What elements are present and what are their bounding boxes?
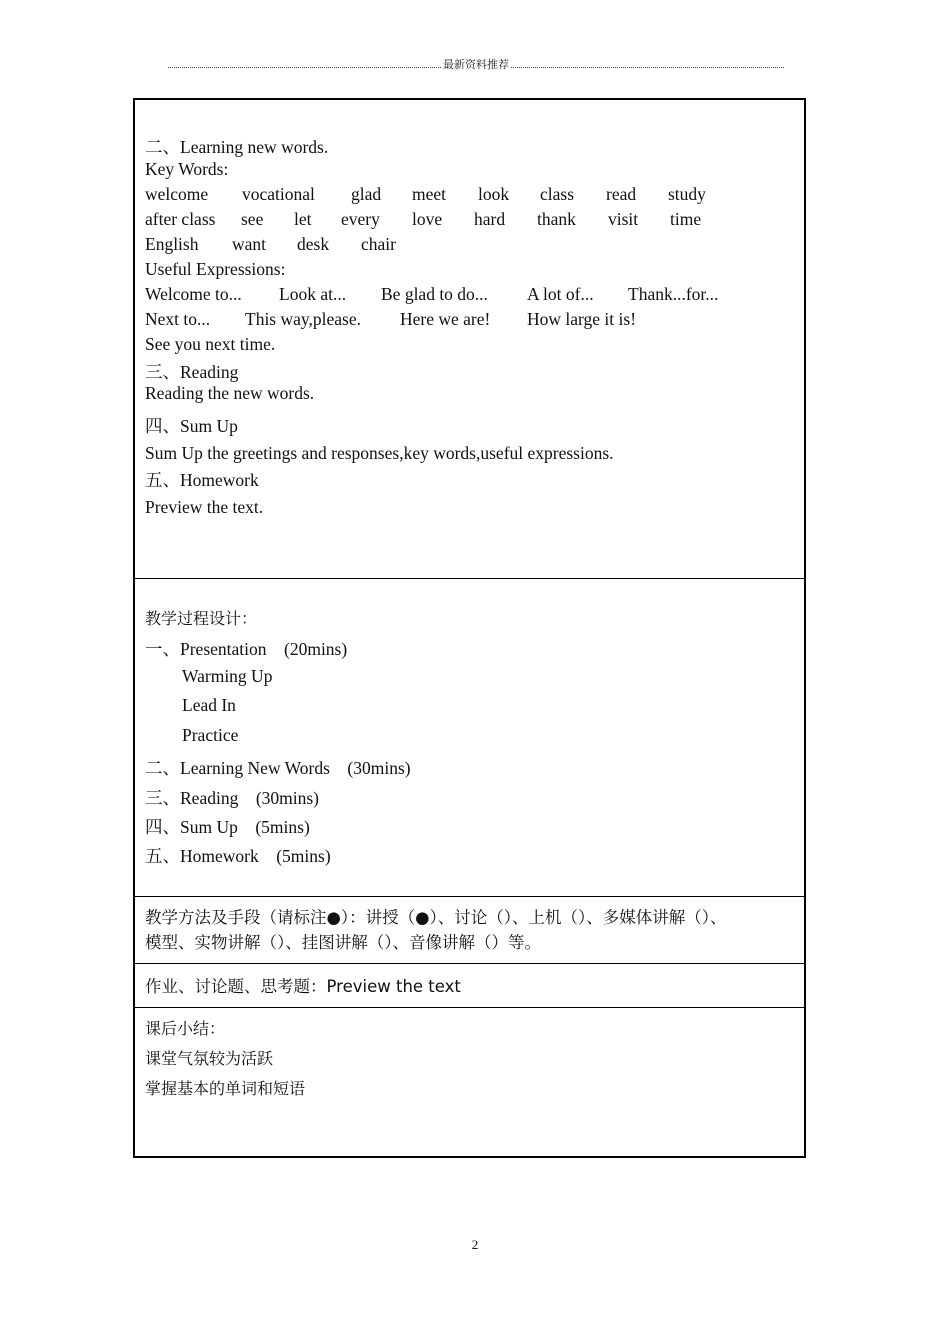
- word: every: [341, 209, 380, 229]
- teaching-methods-line-1: 教学方法及手段（请标注●）：讲授（●）、讨论（）、上机（）、多媒体讲解（）、: [145, 908, 727, 927]
- heading-sum-up: 四、Sum Up: [145, 416, 238, 436]
- sum-up-text: Sum Up the greetings and responses,key words,useful expressions.: [145, 443, 614, 463]
- lesson-table: [133, 98, 806, 1158]
- word: thank: [537, 209, 576, 229]
- word: love: [412, 209, 443, 229]
- homework-text: Preview the text.: [145, 497, 264, 517]
- useful-expressions-label: Useful Expressions:: [145, 259, 286, 279]
- word: meet: [412, 184, 447, 204]
- word: English: [145, 234, 199, 254]
- section-teaching-methods: [135, 896, 804, 964]
- word: see: [241, 209, 264, 229]
- key-words-label: Key Words:: [145, 159, 229, 179]
- process-subitem: Practice: [182, 725, 239, 745]
- summary-title: 课后小结：: [145, 1019, 226, 1038]
- heading-reading: 三、Reading: [145, 362, 239, 382]
- expression: This way,please.: [245, 309, 361, 329]
- word: desk: [297, 234, 330, 254]
- page-header: [168, 57, 784, 73]
- expression: Be glad to do...: [381, 284, 488, 304]
- word: study: [668, 184, 706, 204]
- word: look: [478, 184, 510, 204]
- word: class: [540, 184, 575, 204]
- header-title: 最新资料推荐: [443, 58, 509, 71]
- word: after class: [145, 209, 216, 229]
- word: time: [670, 209, 702, 229]
- page-number: 2: [471, 1237, 479, 1252]
- assignments-text: 作业、讨论题、思考题：Preview the text: [145, 977, 461, 996]
- word: welcome: [145, 184, 209, 204]
- word: want: [232, 234, 267, 254]
- section-summary: [135, 1007, 804, 1156]
- summary-line: 掌握基本的单词和短语: [145, 1079, 306, 1098]
- word: read: [606, 184, 637, 204]
- process-subitem: Lead In: [182, 695, 236, 715]
- word: let: [294, 209, 312, 229]
- expression: Here we are!: [400, 309, 491, 329]
- expression: Welcome to...: [145, 284, 242, 304]
- process-item: 二、Learning New Words (30mins): [145, 758, 411, 778]
- section-teaching-process: [135, 578, 804, 897]
- reading-text: Reading the new words.: [145, 383, 315, 403]
- expression: How large it is!: [527, 309, 637, 329]
- word: chair: [361, 234, 396, 254]
- section-new-words: [135, 100, 804, 579]
- word: vocational: [242, 184, 315, 204]
- section-assignments: [135, 963, 804, 1008]
- expressions-row-3: See you next time.: [145, 334, 276, 354]
- header-dots-left: [168, 59, 441, 68]
- teaching-process-title: 教学过程设计：: [145, 609, 258, 628]
- process-item: 一、Presentation (20mins): [145, 639, 348, 659]
- summary-line: 课堂气氛较为活跃: [145, 1049, 274, 1068]
- expression: Look at...: [279, 284, 347, 304]
- word: hard: [474, 209, 506, 229]
- word: glad: [351, 184, 382, 204]
- process-item: 四、Sum Up (5mins): [145, 817, 310, 837]
- process-item: 三、Reading (30mins): [145, 788, 320, 808]
- process-item: 五、Homework (5mins): [145, 846, 331, 866]
- expression: Thank...for...: [628, 284, 719, 304]
- heading-homework: 五、Homework: [145, 470, 259, 490]
- expression: A lot of...: [527, 284, 594, 304]
- teaching-methods-line-2: 模型、实物讲解（）、挂图讲解（）、音像讲解（）等。: [145, 933, 541, 952]
- word: visit: [608, 209, 639, 229]
- header-dots-right: [511, 59, 784, 68]
- process-subitem: Warming Up: [182, 666, 273, 686]
- expression: Next to...: [145, 309, 211, 329]
- heading-learning-new-words: 二、Learning new words.: [145, 137, 329, 157]
